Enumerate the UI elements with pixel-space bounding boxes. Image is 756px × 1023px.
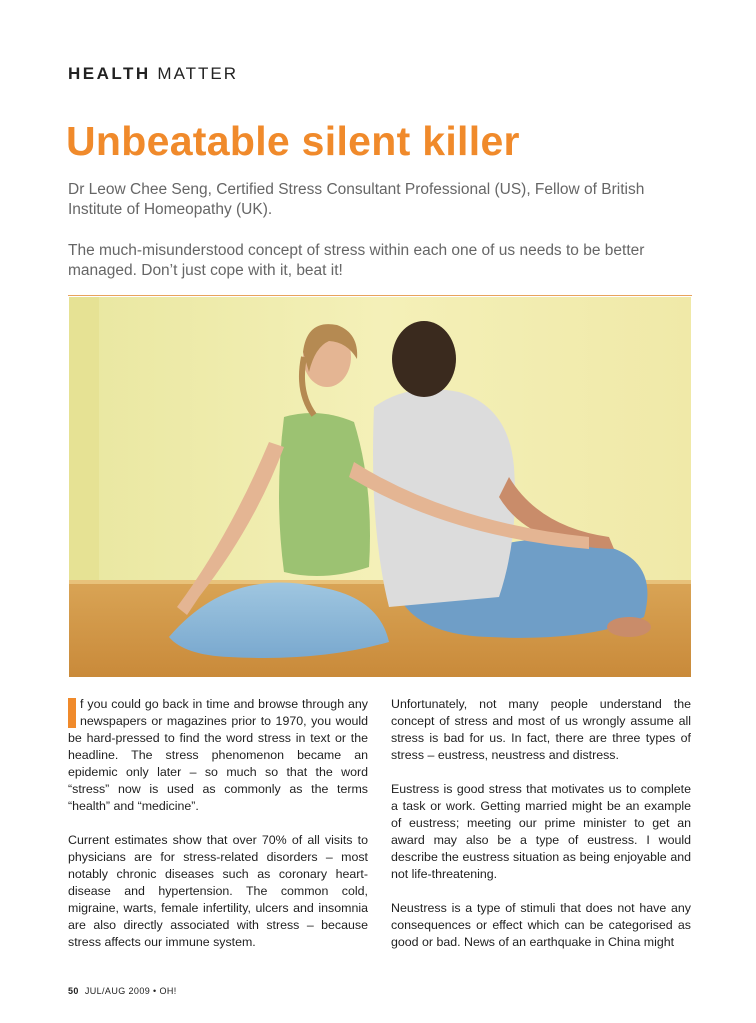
- yoga-couple-illustration: [69, 297, 691, 677]
- issue-label: JUL/AUG 2009 • OH!: [84, 986, 177, 996]
- paragraph-text: Unfortunately, not many people understand the concept of stress and most of us wrongly assume all stress is bad for us. In fact, there are three types of stress – eustress, neustress and distress.: [391, 697, 691, 762]
- paragraph: [391, 900, 691, 951]
- paragraph-text: Neustress is a type of stimuli that does not have any consequences or effect which can be categorised as good or bad. News of an earthquake in China might: [391, 901, 691, 949]
- section-header-rest: MATTER: [150, 64, 239, 83]
- article-byline: Dr Leow Chee Seng, Certified Stress Consultant Professional (US), Fellow of British Institute of Homeopathy (UK).: [68, 181, 645, 218]
- article-column-left: [68, 696, 368, 968]
- paragraph: [391, 781, 691, 883]
- article-photo: [69, 297, 691, 677]
- section-header: [68, 64, 238, 84]
- page-number: 50: [68, 986, 79, 996]
- paragraph: [68, 696, 368, 815]
- paragraph: [68, 832, 368, 951]
- paragraph-text: Current estimates show that over 70% of all visits to physicians are for stress-related disorders – most notably chronic diseases such as coronary heart-disease and hypertension. The common cold, migraine, warts, female infertility, ulcers and insomnia are also directly associated with stress – because stress affects our immune system.: [68, 833, 368, 949]
- header-divider: [68, 295, 692, 296]
- drop-cap-bar: [68, 698, 76, 728]
- paragraph-text: f you could go back in time and browse through any newspapers or magazines prior to 1970, you would be hard-pressed to find the word stress in text or the headline. The stress phenomenon became an epidemic only later – so much so that the word “stress” now is used as commonly as the terms “health” and “medicine”.: [68, 697, 368, 813]
- article-title: Unbeatable silent killer: [66, 118, 520, 164]
- section-header-bold: HEALTH: [68, 64, 151, 83]
- article-column-right: [391, 696, 691, 968]
- article-standfirst: The much-misunderstood concept of stress within each one of us needs to be better managed. Don’t just cope with it, beat it!: [68, 242, 645, 279]
- page-footer: [68, 986, 177, 996]
- paragraph: [391, 696, 691, 764]
- paragraph-text: Eustress is good stress that motivates us to complete a task or work. Getting married might be an example of eustress; meeting our prime minister to get an award may also be a type of eustress. I would describe the eustress situation as being enjoyable and not life-threatening.: [391, 782, 691, 881]
